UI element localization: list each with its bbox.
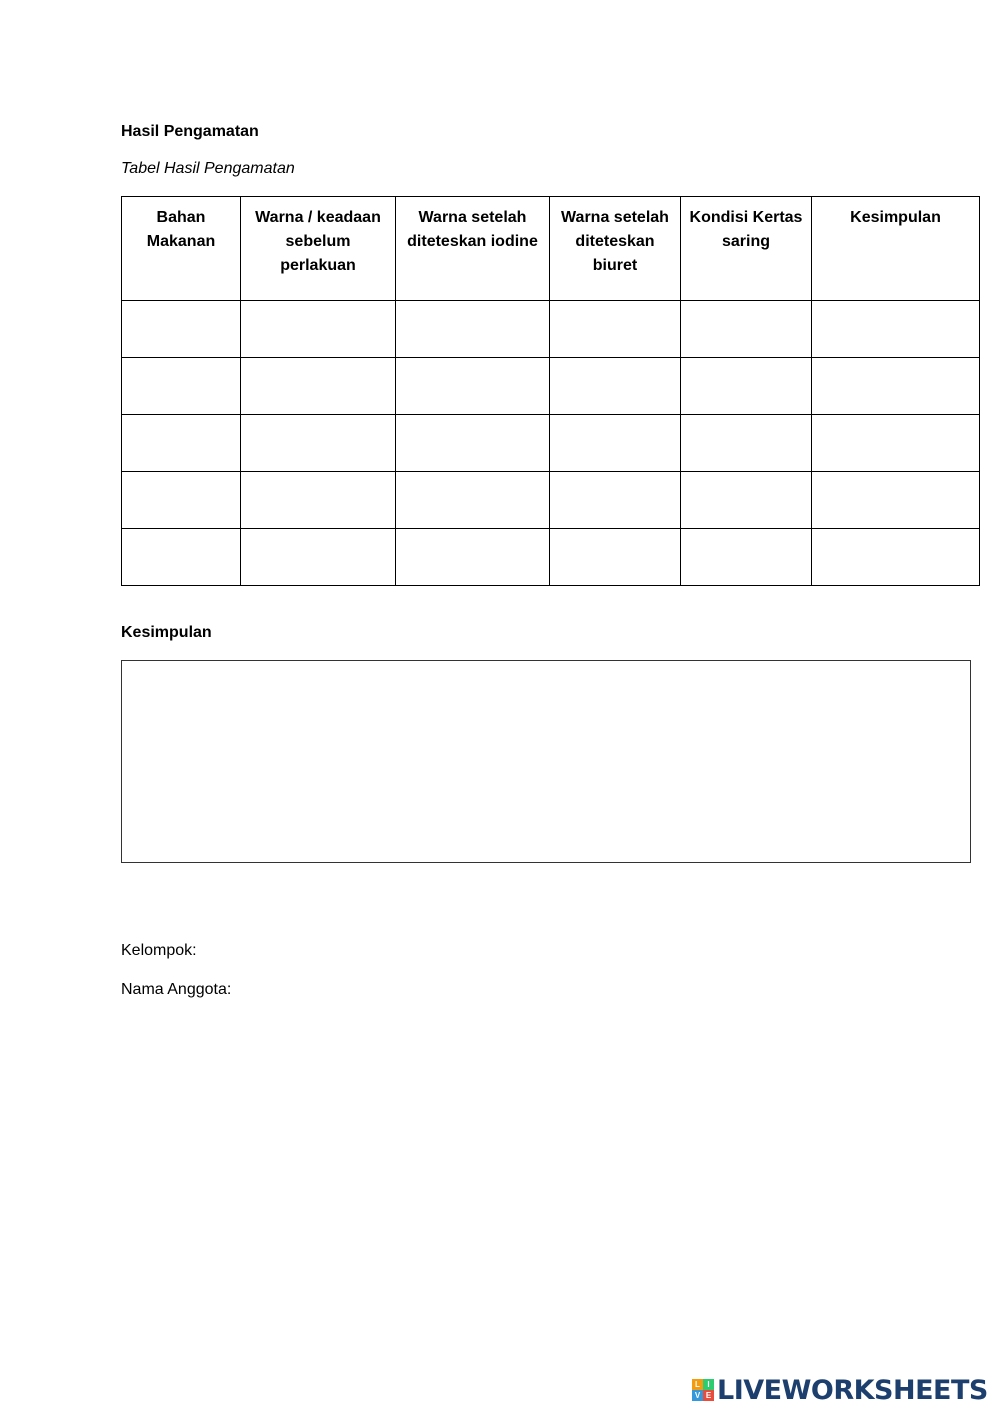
table-row xyxy=(122,358,980,415)
nama-anggota-label: Nama Anggota: xyxy=(121,981,232,998)
table-row xyxy=(122,415,980,472)
table-answer-cell[interactable] xyxy=(812,529,980,586)
table-answer-cell[interactable] xyxy=(122,415,241,472)
table-answer-cell[interactable] xyxy=(681,301,812,358)
liveworksheets-logo-mark xyxy=(692,1379,714,1401)
logo-mark-tile: I xyxy=(703,1379,714,1390)
table-answer-cell[interactable] xyxy=(241,301,396,358)
observation-table xyxy=(121,196,980,586)
table-answer-cell[interactable] xyxy=(122,301,241,358)
section-title-hasil-pengamatan: Hasil Pengamatan xyxy=(121,123,259,140)
table-answer-cell[interactable] xyxy=(550,529,681,586)
table-caption: Tabel Hasil Pengamatan xyxy=(121,160,295,177)
table-answer-cell[interactable] xyxy=(396,358,550,415)
table-answer-cell[interactable] xyxy=(396,529,550,586)
section-title-kesimpulan: Kesimpulan xyxy=(121,624,212,641)
liveworksheets-logo xyxy=(692,1374,988,1406)
table-answer-cell[interactable] xyxy=(122,529,241,586)
table-answer-cell[interactable] xyxy=(241,358,396,415)
kelompok-label: Kelompok: xyxy=(121,942,197,959)
table-row xyxy=(122,472,980,529)
liveworksheets-logo-text: LIVEWORKSHEETS xyxy=(717,1374,988,1406)
header-bahan-makanan: Bahan Makanan xyxy=(122,197,241,301)
table-answer-cell[interactable] xyxy=(550,472,681,529)
header-kondisi-kertas: Kondisi Kertas saring xyxy=(681,197,812,301)
header-warna-sebelum: Warna / keadaan sebelum perlakuan xyxy=(241,197,396,301)
logo-mark-tile: L xyxy=(692,1379,703,1390)
table-answer-cell[interactable] xyxy=(396,301,550,358)
table-row xyxy=(122,529,980,586)
logo-mark-tile: E xyxy=(703,1390,714,1401)
table-answer-cell[interactable] xyxy=(681,472,812,529)
table-answer-cell[interactable] xyxy=(681,358,812,415)
table-answer-cell[interactable] xyxy=(396,472,550,529)
table-answer-cell[interactable] xyxy=(681,415,812,472)
table-answer-cell[interactable] xyxy=(812,472,980,529)
table-row xyxy=(122,301,980,358)
table-answer-cell[interactable] xyxy=(241,472,396,529)
table-answer-cell[interactable] xyxy=(396,415,550,472)
table-answer-cell[interactable] xyxy=(241,415,396,472)
table-answer-cell[interactable] xyxy=(812,415,980,472)
table-answer-cell[interactable] xyxy=(550,415,681,472)
header-warna-biuret: Warna setelah diteteskan biuret xyxy=(550,197,681,301)
header-kesimpulan: Kesimpulan xyxy=(812,197,980,301)
table-answer-cell[interactable] xyxy=(812,301,980,358)
table-answer-cell[interactable] xyxy=(550,358,681,415)
table-answer-cell[interactable] xyxy=(122,358,241,415)
header-warna-iodine: Warna setelah diteteskan iodine xyxy=(396,197,550,301)
table-answer-cell[interactable] xyxy=(812,358,980,415)
table-answer-cell[interactable] xyxy=(241,529,396,586)
table-header-row xyxy=(122,197,980,301)
conclusion-answer-box[interactable] xyxy=(121,660,971,863)
table-answer-cell[interactable] xyxy=(681,529,812,586)
table-answer-cell[interactable] xyxy=(550,301,681,358)
table-answer-cell[interactable] xyxy=(122,472,241,529)
logo-mark-tile: V xyxy=(692,1390,703,1401)
